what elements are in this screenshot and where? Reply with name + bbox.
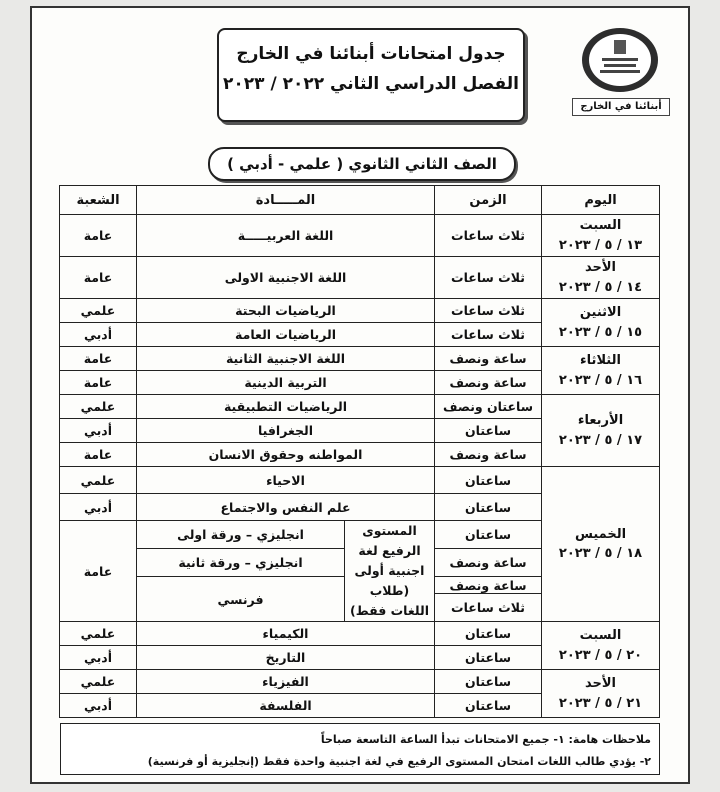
- day-date: ٢٠ / ٥ / ٢٠٢٣: [558, 647, 643, 663]
- duration-cell: ثلاث ساعات: [435, 257, 542, 299]
- day-date: ١٣ / ٥ / ٢٠٢٣: [558, 237, 643, 253]
- track-cell: علمي: [60, 395, 137, 419]
- subject-cell: الكيمياء: [137, 622, 435, 646]
- track-cell: عامة: [60, 347, 137, 371]
- subject-cell: اللغة الاجنبية الاولى: [137, 257, 435, 299]
- logo-caption: أبنائنا في الخارج: [572, 98, 670, 116]
- duration-cell: ساعتان: [435, 419, 542, 443]
- duration-cell: ساعتان: [435, 521, 542, 549]
- day-cell: [542, 347, 660, 395]
- duration-cell: ساعة ونصف: [435, 577, 542, 594]
- note-line-1: ملاحظات هامة: ١- جميع الامتحانات تبدأ الساعة التاسعة صباحاً: [320, 733, 651, 746]
- duration-cell: ساعتان ونصف: [435, 395, 542, 419]
- track-cell: عامة: [60, 371, 137, 395]
- track-cell: علمي: [60, 622, 137, 646]
- table-row: [60, 622, 660, 646]
- day-name: السبت: [579, 218, 622, 233]
- day-date: ١٥ / ٥ / ٢٠٢٣: [558, 324, 643, 340]
- subject-cell: علم النفس والاجتماع: [137, 494, 435, 521]
- grade-label: الصف الثاني الثانوي ( علمي - أدبي ): [208, 147, 516, 181]
- duration-cell: ساعة ونصف: [435, 549, 542, 577]
- subject-cell: الفلسفة: [137, 694, 435, 718]
- track-cell: علمي: [60, 670, 137, 694]
- track-cell: عامة: [60, 257, 137, 299]
- day-name: الأحد: [584, 676, 616, 691]
- subject-cell: الرياضيات التطبيقية: [137, 395, 435, 419]
- table-row: [60, 467, 660, 494]
- duration-cell: ساعة ونصف: [435, 371, 542, 395]
- page-subtitle: الفصل الدراسي الثاني ٢٠٢٢ / ٢٠٢٣: [223, 74, 519, 94]
- track-cell: أدبي: [60, 646, 137, 670]
- track-cell: أدبي: [60, 694, 137, 718]
- duration-cell: ثلاث ساعات: [435, 215, 542, 257]
- table-row: [60, 257, 660, 299]
- duration-cell: ساعة ونصف: [435, 443, 542, 467]
- track-cell: علمي: [60, 467, 137, 494]
- track-cell: علمي: [60, 299, 137, 323]
- subject-cell: المواطنه وحقوق الانسان: [137, 443, 435, 467]
- track-cell: أدبي: [60, 419, 137, 443]
- subject-cell: انجليزي – ورقة ثانية: [137, 549, 345, 577]
- subject-cell: اللغة الاجنبية الثانية: [137, 347, 435, 371]
- subject-cell: التاريخ: [137, 646, 435, 670]
- track-cell: عامة: [60, 443, 137, 467]
- duration-cell: ساعتان: [435, 670, 542, 694]
- header-day: اليوم: [542, 186, 660, 215]
- duration-cell: ثلاث ساعات: [435, 299, 542, 323]
- day-date: ١٤ / ٥ / ٢٠٢٣: [558, 279, 643, 295]
- duration-cell: ساعتان: [435, 622, 542, 646]
- subject-cell: الجغرافيا: [137, 419, 435, 443]
- day-cell: [542, 257, 660, 299]
- subject-cell: اللغة العربيـــــة: [137, 215, 435, 257]
- track-cell: عامة: [60, 521, 137, 622]
- header-track: الشعبة: [60, 186, 137, 215]
- day-name: الثلاثاء: [580, 353, 621, 368]
- table-row: [60, 299, 660, 323]
- header-duration: الزمن: [435, 186, 542, 215]
- track-cell: أدبي: [60, 494, 137, 521]
- subject-cell: الاحياء: [137, 467, 435, 494]
- duration-cell: ساعتان: [435, 494, 542, 521]
- day-name: الاثنين: [579, 305, 622, 320]
- duration-cell: ساعتان: [435, 694, 542, 718]
- table-row: [60, 347, 660, 371]
- schedule-table: [59, 185, 660, 718]
- note-line-2: ٢- يؤدي طالب اللغات امتحان المستوى الرفيع في لغة اجنبية واحدة فقط (إنجليزية أو فرنسية): [147, 755, 651, 768]
- day-cell: [542, 395, 660, 467]
- day-name: الأربعاء: [577, 413, 624, 428]
- duration-cell: ساعتان: [435, 467, 542, 494]
- day-date: ٢١ / ٥ / ٢٠٢٣: [558, 695, 643, 711]
- title-box: [217, 28, 525, 122]
- duration-cell: ثلاث ساعات: [435, 594, 542, 622]
- advanced-level-label: المستوى الرفيع لغة اجنبية أولى (طلاب اللغات فقط): [345, 521, 435, 622]
- ministry-logo-icon: [580, 26, 660, 96]
- subject-cell: انجليزي – ورقة اولى: [137, 521, 345, 549]
- day-cell: [542, 670, 660, 718]
- day-cell: [542, 299, 660, 347]
- track-cell: عامة: [60, 215, 137, 257]
- day-name: الخميس: [574, 526, 627, 542]
- duration-cell: ساعتان: [435, 646, 542, 670]
- day-cell: [542, 467, 660, 622]
- duration-cell: ثلاث ساعات: [435, 323, 542, 347]
- day-name: الأحد: [584, 260, 616, 275]
- subject-cell: الفيزياء: [137, 670, 435, 694]
- day-cell: [542, 622, 660, 670]
- subject-cell: فرنسي: [137, 577, 345, 622]
- track-cell: أدبي: [60, 323, 137, 347]
- day-cell: [542, 215, 660, 257]
- day-date: ١٦ / ٥ / ٢٠٢٣: [558, 372, 643, 388]
- subject-cell: الرياضيات البحتة: [137, 299, 435, 323]
- table-row: [60, 670, 660, 694]
- subject-cell: التربية الدينية: [137, 371, 435, 395]
- day-name: السبت: [579, 628, 622, 643]
- table-row: [60, 215, 660, 257]
- table-row: [60, 395, 660, 419]
- notes-box: [60, 723, 660, 775]
- subject-cell: الرياضيات العامة: [137, 323, 435, 347]
- duration-cell: ساعة ونصف: [435, 347, 542, 371]
- header-subject: المـــــادة: [137, 186, 435, 215]
- page-title: جدول امتحانات أبنائنا في الخارج: [236, 44, 506, 64]
- day-date: ١٨ / ٥ / ٢٠٢٣: [558, 546, 643, 561]
- table-header-row: [60, 186, 660, 215]
- day-date: ١٧ / ٥ / ٢٠٢٣: [558, 432, 643, 448]
